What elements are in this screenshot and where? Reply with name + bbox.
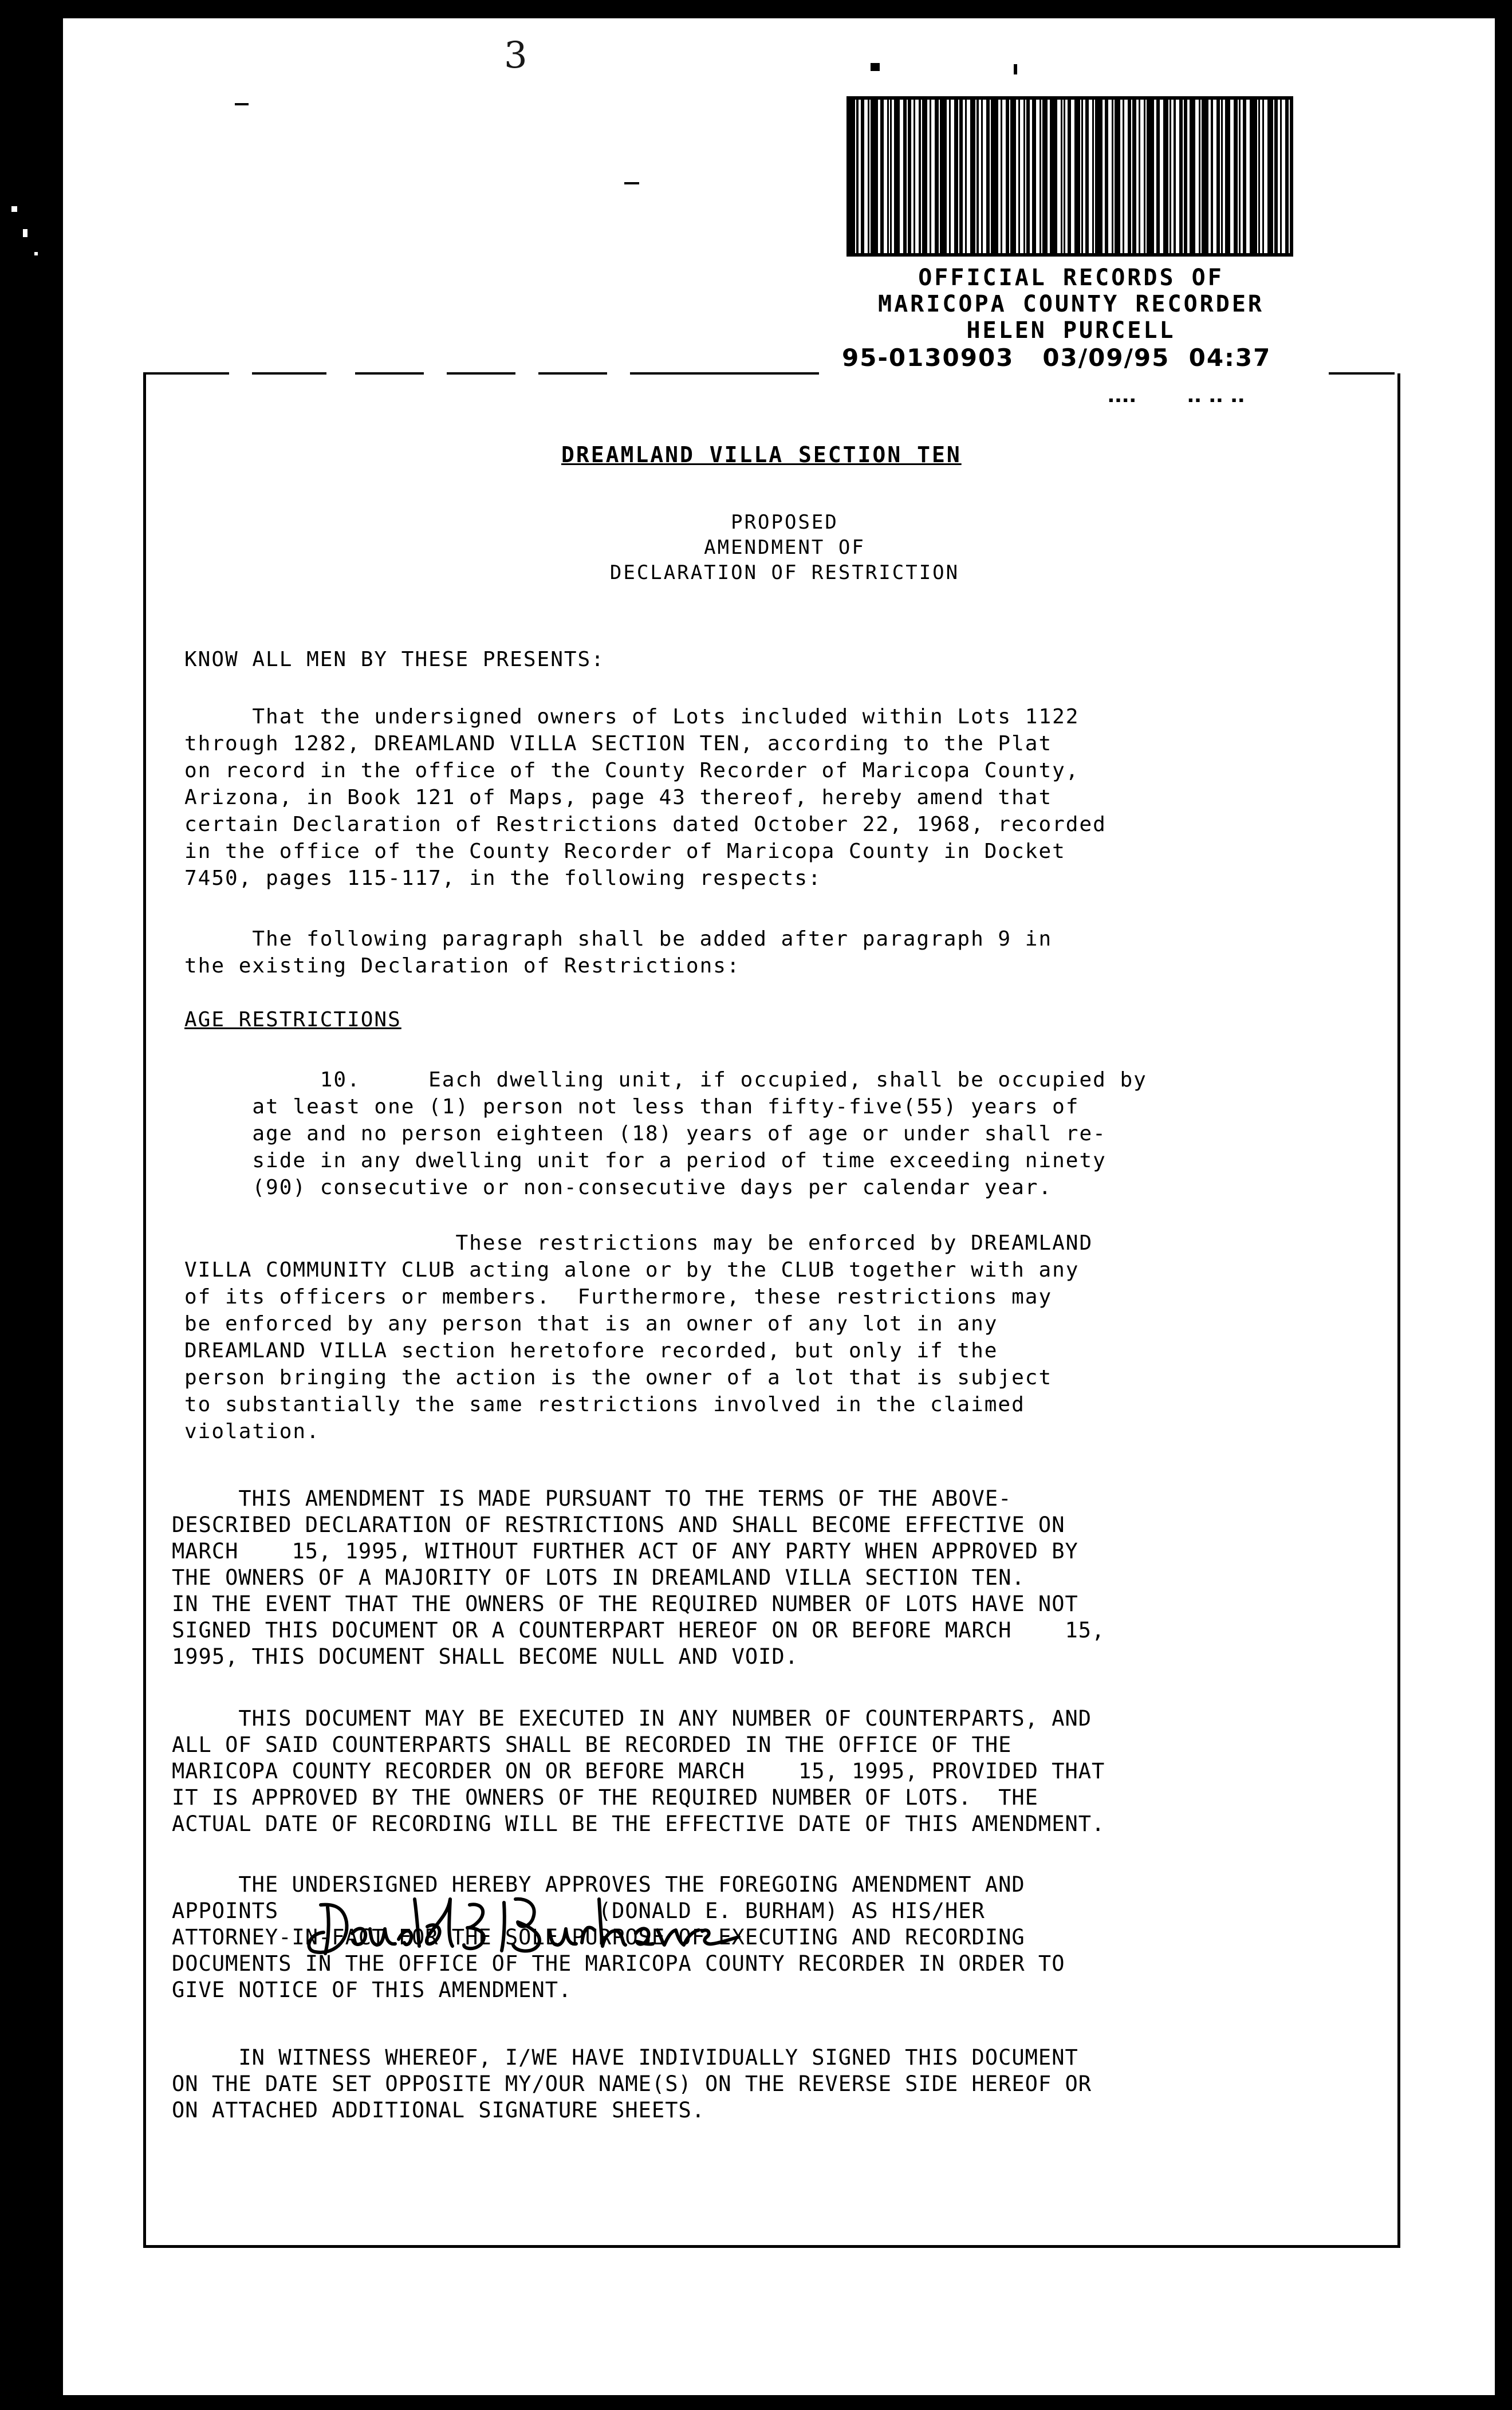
barcode-bar — [1156, 100, 1160, 253]
paragraph-counterparts: THIS DOCUMENT MAY BE EXECUTED IN ANY NUMBER OF COUNTERPARTS, AND ALL OF SAID COUNTERPARTS SHALL BE RECORDED IN THE OFFICE OF THE MARICOPA COUNTY RECORDER ON OR BEFORE MARCH 15, 1995, PROVIDED THAT IT IS APPROVED BY THE OWNERS OF THE REQUIRED NUMBER OF LOTS. THE ACTUAL DATE OF RECORDING WILL BE THE EFFECTIVE DATE OF THIS AMENDMENT. — [172, 1706, 1105, 1836]
barcode-bar — [1123, 100, 1124, 253]
barcode-bar — [1023, 100, 1025, 253]
barcode-bar — [871, 100, 878, 253]
barcode-bar — [1202, 100, 1209, 253]
barcode — [846, 96, 1293, 257]
barcode-bar — [894, 100, 899, 253]
record-number: 95-0130903 — [842, 344, 1014, 372]
barcode-bar — [930, 100, 931, 253]
barcode-bar — [850, 100, 855, 253]
barcode-bar — [922, 100, 927, 253]
barcode-bar — [949, 100, 951, 253]
handwritten-mark: 3 — [504, 34, 530, 77]
document-title: DREAMLAND VILLA SECTION TEN — [561, 442, 962, 467]
paragraph-witness: IN WITNESS WHEREOF, I/WE HAVE INDIVIDUALLY SIGNED THIS DOCUMENT ON THE DATE SET OPPOSITE MY/OUR NAME(S) ON THE REVERSE SIDE HEREOF OR ON ATTACHED ADDITIONAL SIGNATURE SHEETS. — [172, 2045, 1092, 2122]
paragraph-lots: That the undersigned owners of Lots included within Lots 1122 through 1282, DREAMLAND VILLA SECTION TEN, according to the Plat on record in the office of the County Recorder of Maricopa County, Arizona, in Book 121 of Maps, page 43 thereof, hereby amend that certain Declaration of Restrictions dated October 22, 1968, recorded in the office of the County Recorder of Maricopa County in Docket 7450, pages 115-117, in the following respects: — [184, 705, 1107, 890]
barcode-bar — [1211, 100, 1212, 253]
barcode-bar — [935, 100, 938, 253]
scan-speck — [11, 206, 17, 212]
barcode-bar — [856, 100, 858, 253]
barcode-bar — [1074, 100, 1080, 253]
barcode-bar — [887, 100, 889, 253]
record-time: 04:37 — [1188, 344, 1271, 372]
barcode-bar — [940, 100, 947, 253]
greeting: KNOW ALL MEN BY THESE PRESENTS: — [184, 648, 605, 671]
barcode-bar — [908, 100, 911, 253]
barcode-bar — [1105, 100, 1108, 253]
recorder-stamp — [813, 265, 1329, 344]
barcode-bar — [1262, 100, 1264, 253]
barcode-bar — [861, 100, 864, 253]
barcode-bar — [959, 100, 963, 253]
barcode-bar — [1221, 100, 1223, 253]
paragraph-appointment: THE UNDERSIGNED HEREBY APPROVES THE FOREGOING AMENDMENT AND APPOINTS (DONALD E. BURHAM) AS HIS/HER ATTORNEY-IN-FACT FOR THE SOLE PURPOSE OF EXECUTING AND RECORDING DOCUMENTS IN THE OFFICE OF THE MARICOPA COUNTY RECORDER IN ORDER TO GIVE NOTICE OF THIS AMENDMENT. — [172, 1872, 1065, 2002]
barcode-bar — [1050, 100, 1057, 253]
barcode-bar — [880, 100, 884, 253]
barcode-bar — [1064, 100, 1065, 253]
barcode-bar — [1139, 100, 1140, 253]
barcode-bar — [1144, 100, 1145, 253]
record-date: 03/09/95 — [1042, 344, 1170, 372]
barcode-bar — [991, 100, 998, 253]
barcode-bar — [1163, 100, 1168, 253]
barcode-bar — [1199, 100, 1200, 253]
barcode-bar — [1112, 100, 1113, 253]
barcode-bar — [868, 100, 869, 253]
barcode-bar — [903, 100, 907, 253]
scan-speck — [1014, 64, 1017, 74]
barcode-bar — [1190, 100, 1195, 253]
subtitle-line: PROPOSED — [731, 511, 838, 534]
barcode-bar — [1092, 100, 1094, 253]
barcode-bar — [1085, 100, 1089, 253]
barcode-bar — [1225, 100, 1230, 253]
barcode-bar — [1267, 100, 1273, 253]
barcode-bar — [914, 100, 915, 253]
barcode-bar — [1040, 100, 1041, 253]
record-stamp-line — [842, 344, 1271, 372]
barcode-bar — [986, 100, 990, 253]
recorder-line: OFFICIAL RECORDS OF — [918, 265, 1224, 291]
barcode-bar — [1243, 100, 1246, 253]
barcode-bar — [1274, 100, 1278, 253]
barcode-bar — [919, 100, 920, 253]
barcode-bar — [1179, 100, 1183, 253]
scan-speck — [34, 252, 38, 255]
barcode-bar — [1001, 100, 1002, 253]
barcode-bar — [954, 100, 958, 253]
recorder-line: HELEN PURCELL — [966, 317, 1176, 344]
subtitle-line: AMENDMENT OF — [704, 536, 865, 559]
barcode-bar — [1010, 100, 1015, 253]
barcode-bar — [1042, 100, 1048, 253]
barcode-bar — [1285, 100, 1289, 253]
barcode-bar — [1184, 100, 1187, 253]
recorder-line: MARICOPA COUNTY RECORDER — [878, 291, 1264, 317]
paragraph-addition: The following paragraph shall be added after paragraph 9 in the existing Declaration of Restrictions: — [184, 927, 1053, 978]
barcode-bar — [1018, 100, 1020, 253]
barcode-bar — [1068, 100, 1071, 253]
barcode-bar — [890, 100, 892, 253]
barcode-bar — [1095, 100, 1102, 253]
barcode-bar — [981, 100, 983, 253]
barcode-bar — [1147, 100, 1154, 253]
barcode-bar — [1216, 100, 1220, 253]
document-subtitle — [561, 510, 1008, 585]
barcode-bar — [1280, 100, 1282, 253]
barcode-bar — [1006, 100, 1009, 253]
barcode-bar — [1132, 100, 1136, 253]
barcode-bar — [1081, 100, 1083, 253]
barcode-bar — [1026, 100, 1030, 253]
scan-speck — [871, 63, 880, 71]
barcode-bar — [1174, 100, 1175, 253]
paragraph-effective: THIS AMENDMENT IS MADE PURSUANT TO THE TERMS OF THE ABOVE- DESCRIBED DECLARATION OF RESTRICTIONS AND SHALL BECOME EFFECTIVE ON MARCH 15, 1995, WITHOUT FURTHER ACT OF ANY PARTY WHEN APPROVED BY THE OWNERS OF A MAJORITY OF LOTS IN DREAMLAND VILLA SECTION TEN. IN THE EVENT THAT THE OWNERS OF THE REQUIRED NUMBER OF LOTS HAVE NOT SIGNED THIS DOCUMENT OR A COUNTERPART HEREOF ON OR BEFORE MARCH 15, 1995, THIS DOCUMENT SHALL BECOME NULL AND VOID. — [172, 1486, 1105, 1669]
scan-speck — [624, 182, 639, 184]
barcode-bar — [1258, 100, 1260, 253]
scan-speck — [23, 229, 27, 237]
barcode-bar — [1115, 100, 1120, 253]
faint-marking: ▪▪▪▪ ▪▪ ▪▪ ▪▪ — [1108, 394, 1246, 405]
paragraph-enforcement: These restrictions may be enforced by DREAMLAND VILLA COMMUNITY CLUB acting alone or by the CLUB together with any of its officers or members. Furthermore, these restrictions may be enforced by any person that is an owner of any lot in any DREAMLAND VILLA section heretofore recorded, but only if the person bringing the action is the owner of a lot that is subject to substantially the same restrictions involved in the claimed violation. — [184, 1231, 1093, 1443]
barcode-bar — [1061, 100, 1062, 253]
barcode-bar — [965, 100, 967, 253]
scan-speck — [235, 103, 249, 105]
barcode-bar — [970, 100, 975, 253]
subtitle-line: DECLARATION OF RESTRICTION — [609, 561, 960, 584]
barcode-bar — [1239, 100, 1241, 253]
barcode-bar — [976, 100, 978, 253]
barcode-bar — [1170, 100, 1171, 253]
barcode-bar — [1250, 100, 1257, 253]
barcode-bar — [1128, 100, 1131, 253]
handwritten-signature — [298, 1888, 745, 1962]
paragraph-age-rule: 10. Each dwelling unit, if occupied, shall be occupied by at least one (1) person not less than fifty-five(55) years of age and no person eighteen (18) years of age or under shall re- side in any dwelling unit for a period of time exceeding ninety (90) consecutive or non-consecutive days per calendar year. — [252, 1068, 1147, 1199]
barcode-bar — [1032, 100, 1035, 253]
barcode-bar — [1234, 100, 1237, 253]
age-restrictions-heading: AGE RESTRICTIONS — [184, 1008, 401, 1031]
